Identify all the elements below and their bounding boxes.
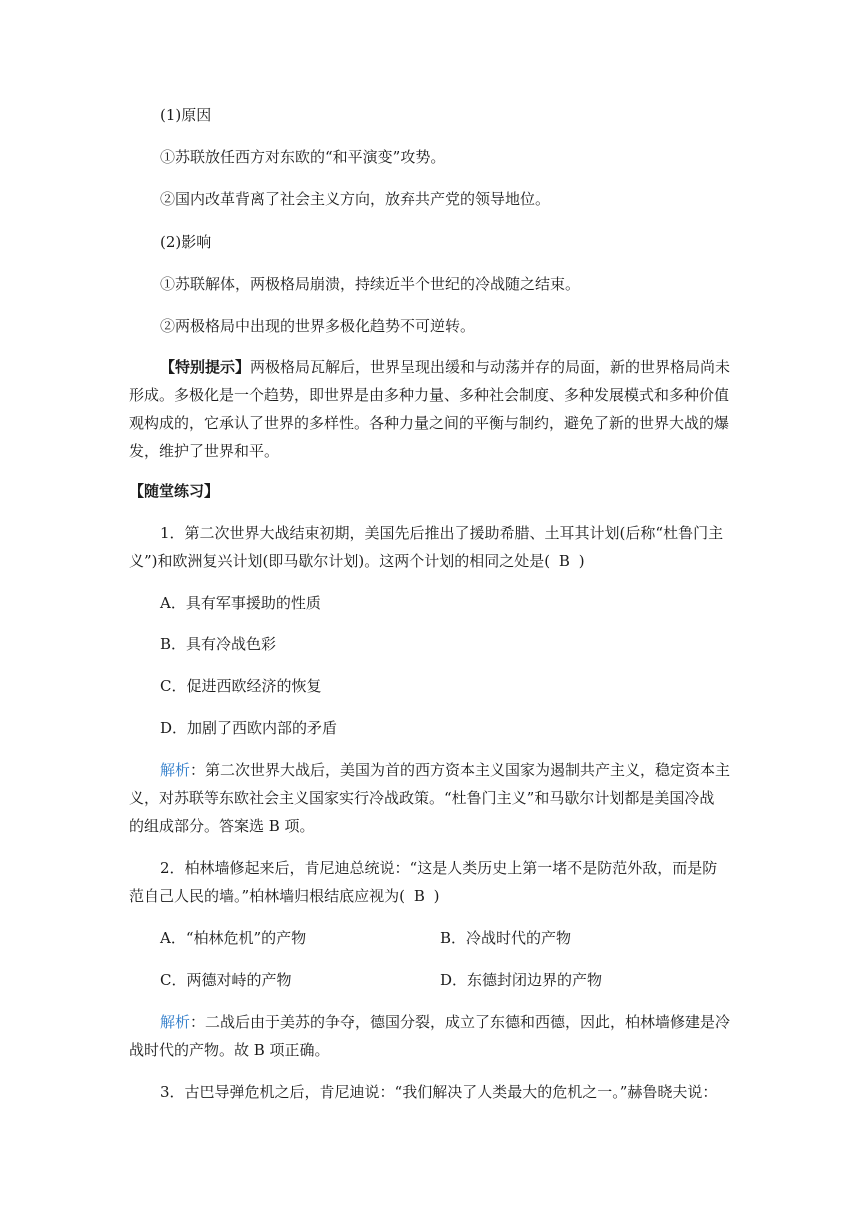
special-tip-line-1: [160, 357, 730, 377]
practice-heading: 【随堂练习】: [129, 482, 220, 500]
q2-analysis-line-1: [160, 1012, 730, 1032]
q1-stem-line-1: 1．第二次世界大战结束初期，美国先后推出了援助希腊、土耳其计划(后称“杜鲁门主: [160, 524, 724, 542]
q2-option-c: C．两德对峙的产物: [160, 971, 292, 989]
q2-analysis-line-2: 战时代的产物。故 B 项正确。: [129, 1041, 330, 1059]
special-tip-line-4: 发，维护了世界和平。: [129, 442, 280, 460]
q2-analysis-label: 解析: [160, 1013, 191, 1031]
q2-analysis-text-1: ：二战后由于美苏的争夺，德国分裂，成立了东德和西德，因此，柏林墙修建是冷: [190, 1013, 731, 1031]
q1-answer: B: [558, 552, 570, 570]
q1-stem-line-2: [129, 551, 585, 571]
q2-option-d: D．东德封闭边界的产物: [440, 971, 603, 989]
q1-analysis-line-1: [160, 760, 730, 780]
q3-stem-line-1: 3．古巴导弹危机之后，肯尼迪说：“我们解决了人类最大的危机之一。”赫鲁晓夫说：: [160, 1083, 718, 1101]
q1-stem-text: 义”)和欧洲复兴计划(即马歇尔计划)。这两个计划的相同之处是(: [129, 552, 551, 570]
impact-item-2: ②两极格局中出现的世界多极化趋势不可逆转。: [160, 317, 476, 335]
special-tip-text-1: 两极格局瓦解后，世界呈现出缓和与动荡并存的局面，新的世界格局尚未: [250, 358, 731, 376]
q2-stem-line-2: [129, 886, 439, 906]
reasons-heading: (1)原因: [160, 106, 212, 124]
q2-stem-line-1: 2．柏林墙修起来后，肯尼迪总统说：“这是人类历史上第一堵不是防范外敌，而是防: [160, 859, 718, 877]
reason-item-1: ①苏联放任西方对东欧的“和平演变”攻势。: [160, 148, 446, 166]
q1-option-c: C．促进西欧经济的恢复: [160, 677, 322, 695]
q2-answer: B: [413, 887, 425, 905]
q1-analysis-label: 解析: [160, 761, 191, 779]
reason-item-2: ②国内改革背离了社会主义方向，放弃共产党的领导地位。: [160, 190, 551, 208]
q2-option-b: B．冷战时代的产物: [440, 929, 572, 947]
q2-stem-text: 范自己人民的墙。”柏林墙归根结底应视为(: [129, 887, 406, 905]
special-tip-label: 【特别提示】: [160, 358, 251, 376]
q2-option-a: A．“柏林危机”的产物: [160, 929, 307, 947]
q2-stem-close: ): [433, 887, 440, 905]
special-tip-line-2: 形成。多极化是一个趋势，即世界是由多种力量、多种社会制度、多种发展模式和多种价值: [129, 386, 730, 404]
q1-option-d: D．加剧了西欧内部的矛盾: [160, 719, 338, 737]
impact-heading: (2)影响: [160, 233, 212, 251]
special-tip-line-3: 观构成的，它承认了世界的多样性。各种力量之间的平衡与制约，避免了新的世界大战的爆: [129, 414, 730, 432]
q1-analysis-line-2: 义，对苏联等东欧社会主义国家实行冷战政策。“杜鲁门主义”和马歇尔计划都是美国冷战: [129, 789, 715, 807]
q1-option-b: B．具有冷战色彩: [160, 635, 277, 653]
q1-analysis-line-3: 的组成部分。答案选 B 项。: [129, 817, 315, 835]
q1-option-a: A．具有军事援助的性质: [160, 594, 321, 612]
q1-analysis-text-1: ：第二次世界大战后，美国为首的西方资本主义国家为遏制共产主义，稳定资本主: [190, 761, 731, 779]
q1-stem-close: ): [578, 552, 585, 570]
impact-item-1: ①苏联解体，两极格局崩溃，持续近半个世纪的冷战随之结束。: [160, 275, 581, 293]
